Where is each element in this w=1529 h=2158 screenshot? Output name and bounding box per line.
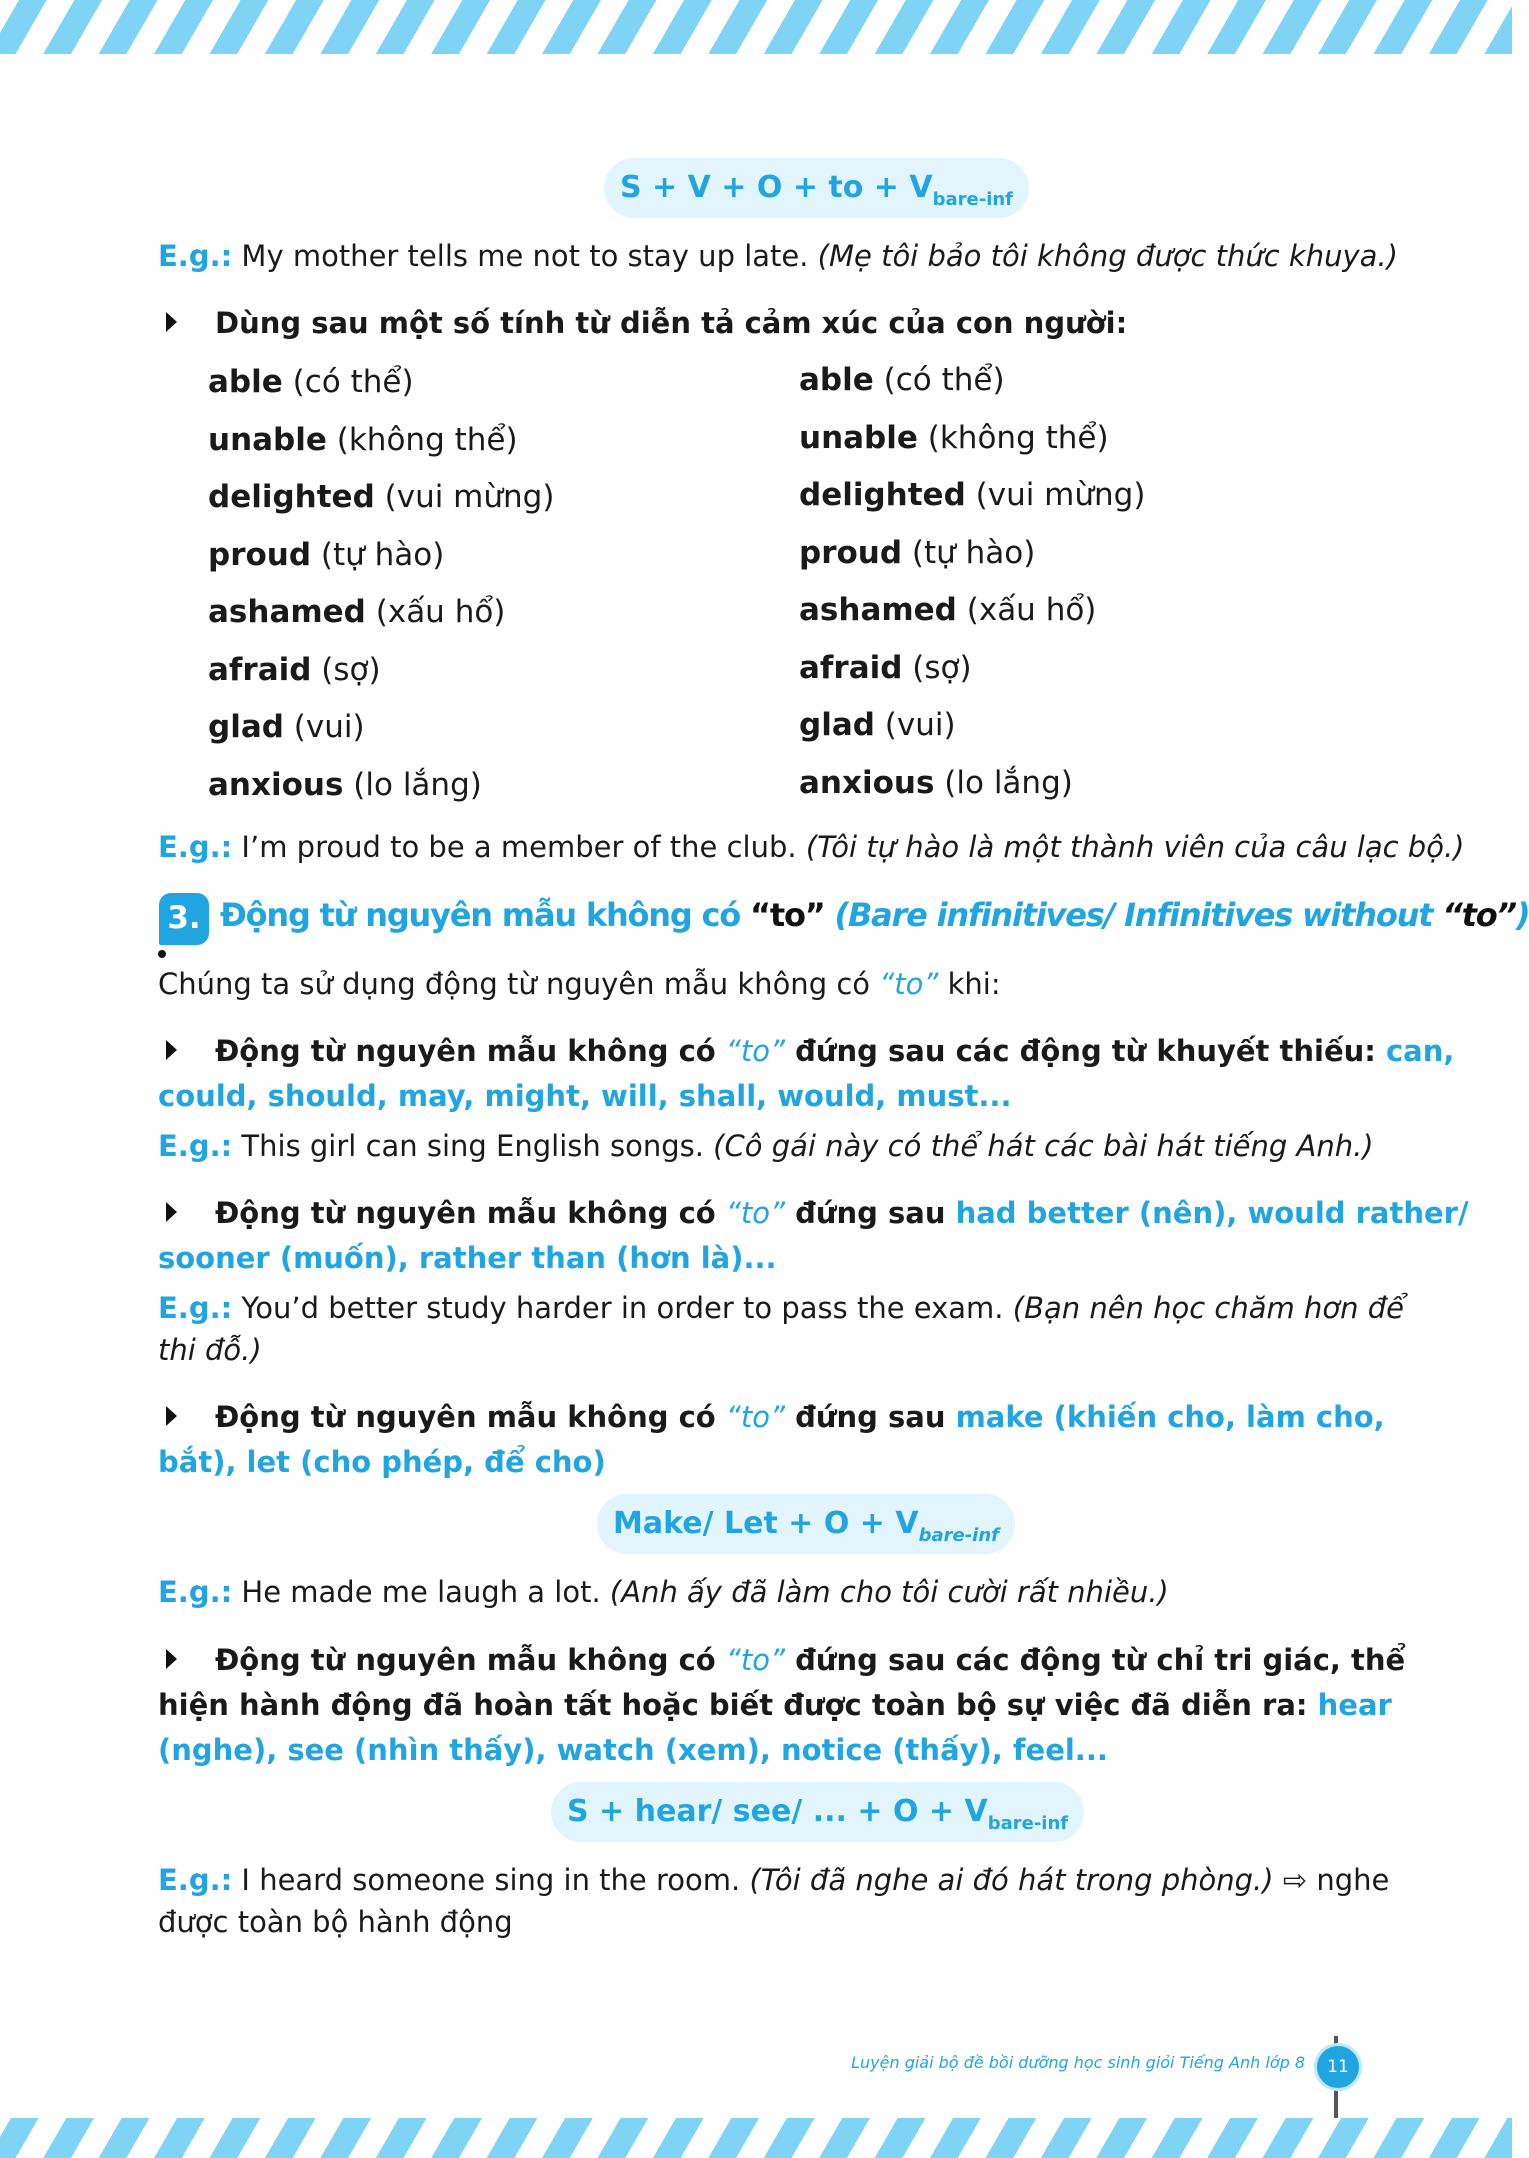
vocab-word: unable	[799, 419, 918, 456]
vocab-word: proud	[208, 536, 312, 573]
vocab-meaning: (xấu hổ)	[966, 592, 1097, 628]
bullet-make-let: Động từ nguyên mẫu không có “to” đứng sau make (khiến cho, làm cho,	[166, 1395, 1385, 1440]
intro-text: Chúng ta sử dụng động từ nguyên mẫu không có “to” khi:	[158, 967, 1001, 1001]
vocab-word: able	[799, 362, 874, 398]
example-2: E.g.: I’m proud to be a member of the club. (Tôi tự hào là một thành viên của câu lạc bộ.)	[158, 830, 1465, 864]
vocab-meaning: (tự hào)	[911, 534, 1036, 571]
vocab-item	[799, 707, 956, 743]
vocab-word: ashamed	[799, 592, 957, 628]
vocab-word: anxious	[799, 764, 935, 801]
vocab-meaning: (lo lắng)	[353, 766, 482, 803]
vocab-word: afraid	[208, 651, 312, 688]
vocab-meaning: (không thể)	[336, 421, 518, 458]
bullet-make-let-line2: bắt), let (cho phép, để cho)	[158, 1445, 606, 1479]
formula-box: Make/ Let + $O + V_{bare-inf}$	[597, 1494, 1015, 1554]
example-4-line2: thi đỗ.)	[158, 1333, 262, 1367]
page-number: 11	[1314, 2043, 1362, 2091]
bottom-stripe-border	[0, 2118, 1512, 2158]
vocab-word: able	[208, 364, 283, 400]
bullet-perception-verbs-line2: hiện hành động đã hoàn tất hoặc biết được toàn bộ sự việc đã diễn ra: hear	[158, 1688, 1392, 1722]
example-1: E.g.: My mother tells me not to stay up late. (Mẹ tôi bảo tôi không được thức khuya.)	[158, 239, 1398, 273]
vocab-item	[799, 477, 1145, 513]
vocab-meaning: (sợ)	[912, 649, 972, 686]
bullet-arrow-icon	[166, 1406, 177, 1426]
vocab-item	[208, 422, 518, 458]
vocab-word: unable	[208, 421, 327, 458]
vocab-item	[208, 594, 505, 630]
vocab-meaning: (lo lắng)	[944, 764, 1073, 801]
bullet-modal-verbs-line2: could, should, may, might, will, shall, would, must...	[158, 1079, 1012, 1113]
section-dot-icon	[158, 950, 166, 958]
vocab-word: glad	[208, 709, 284, 745]
vocab-item	[799, 650, 972, 686]
section-heading: Động từ nguyên mẫu không có “to” (Bare infinitives/ Infinitives without “to”)	[220, 896, 1529, 934]
vocab-word: afraid	[799, 649, 903, 686]
example-4: E.g.: You’d better study harder in order to pass the exam. (Bạn nên học chăm hơn để	[158, 1291, 1404, 1325]
vocab-item	[208, 652, 381, 688]
vocab-meaning: (có thể)	[292, 364, 414, 400]
vocab-item	[799, 765, 1073, 801]
example-6: E.g.: I heard someone sing in the room. (Tôi đã nghe ai đó hát trong phòng.) ⇨ nghe	[158, 1863, 1390, 1897]
footer-book-title: Luyện giải bộ đề bồi dưỡng học sinh giỏi Tiếng Anh lớp 8	[851, 2053, 1305, 2072]
vocab-word: delighted	[799, 477, 966, 513]
formula-box: S + V + O + to + $V_{bare-inf}$	[604, 158, 1029, 218]
vocab-meaning: (vui mừng)	[384, 479, 555, 515]
arrow-right-icon: ⇨	[1282, 1863, 1308, 1897]
vocab-meaning: (sợ)	[321, 651, 381, 688]
vocab-item	[208, 364, 414, 400]
vocab-word: proud	[799, 534, 903, 571]
example-3: E.g.: This girl can sing English songs. (Cô gái này có thể hát các bài hát tiếng Anh.)	[158, 1129, 1374, 1163]
vocab-item	[208, 537, 444, 573]
bullet-arrow-icon	[166, 1040, 177, 1060]
vocab-item	[799, 535, 1035, 571]
bullet-perception-verbs: Động từ nguyên mẫu không có “to” đứng sau các động từ chỉ tri giác, thể	[166, 1638, 1405, 1683]
vocab-meaning: (vui)	[293, 709, 365, 745]
vocab-word: anxious	[208, 766, 344, 803]
vocab-word: ashamed	[208, 594, 366, 630]
vocab-meaning: (có thể)	[883, 362, 1005, 398]
vocab-item	[208, 479, 554, 515]
example-6-line2: được toàn bộ hành động	[158, 1905, 513, 1939]
bullet-arrow-icon	[166, 1202, 177, 1222]
bullet-adjectives: Dùng sau một số tính từ diễn tả cảm xúc của con người:	[166, 301, 1127, 346]
top-stripe-border	[0, 0, 1512, 54]
vocab-item	[208, 767, 482, 803]
bullet-modal-verbs: Động từ nguyên mẫu không có “to” đứng sau các động từ khuyết thiếu: can,	[166, 1029, 1454, 1074]
example-5: E.g.: He made me laugh a lot. (Anh ấy đã làm cho tôi cười rất nhiều.)	[158, 1575, 1169, 1609]
bullet-arrow-icon	[166, 1649, 177, 1669]
vocab-meaning: (tự hào)	[320, 536, 445, 573]
vocab-word: delighted	[208, 479, 375, 515]
vocab-meaning: (vui)	[884, 707, 956, 743]
vocab-item	[799, 420, 1109, 456]
vocab-meaning: (xấu hổ)	[375, 594, 506, 630]
bullet-arrow-icon	[166, 312, 177, 332]
bullet-had-better: Động từ nguyên mẫu không có “to” đứng sau had better (nên), would rather/	[166, 1191, 1469, 1236]
vocab-item	[208, 709, 365, 745]
vocab-item	[799, 362, 1005, 398]
vocab-word: glad	[799, 707, 875, 743]
vocab-meaning: (không thể)	[927, 419, 1109, 456]
formula-box: S + hear/ see/ ... + $O + V_{bare-inf}$	[551, 1782, 1084, 1842]
vocab-item	[799, 592, 1096, 628]
vocab-meaning: (vui mừng)	[975, 477, 1146, 513]
section-number: 3.	[159, 893, 209, 945]
bullet-perception-verbs-line3: (nghe), see (nhìn thấy), watch (xem), notice (thấy), feel...	[158, 1733, 1108, 1767]
bullet-had-better-line2: sooner (muốn), rather than (hơn là)...	[158, 1241, 777, 1275]
